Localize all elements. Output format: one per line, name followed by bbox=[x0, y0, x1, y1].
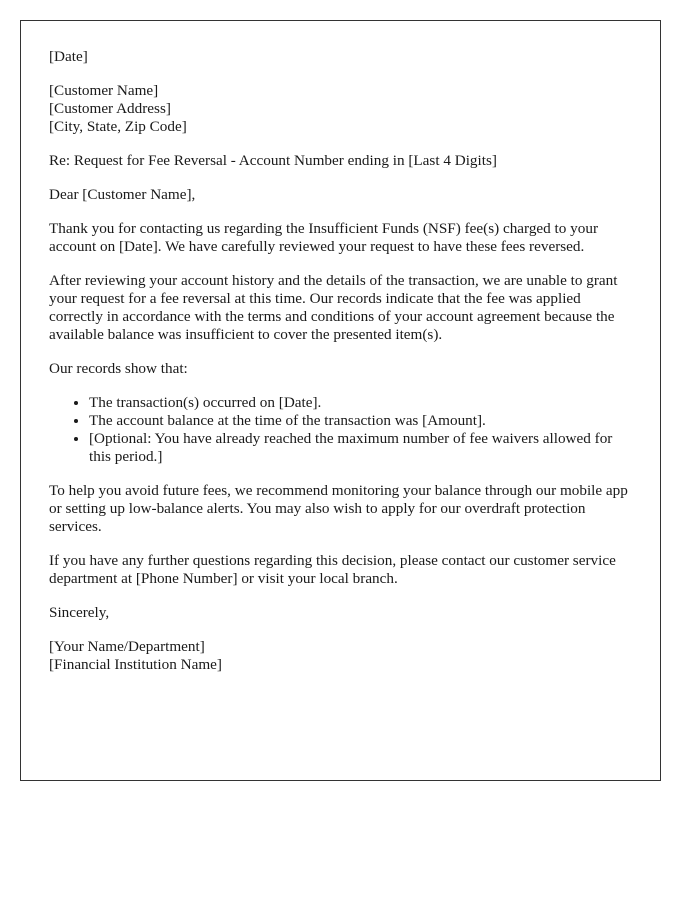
records-intro: Our records show that: bbox=[49, 360, 188, 377]
list-item: • The transaction(s) occurred on [Date]. bbox=[89, 394, 632, 412]
contact-paragraph: If you have any further questions regarding this decision, please contact our customer service department at [Phone Number] or visit your local branch. bbox=[49, 552, 616, 587]
signature-institution: [Financial Institution Name] bbox=[49, 656, 222, 673]
recipient-name: [Customer Name] bbox=[49, 82, 159, 99]
salutation: Dear [Customer Name], bbox=[49, 186, 196, 203]
list-item: • [Optional: You have already reached the maximum number of fee waivers allowed for this period.] bbox=[89, 430, 632, 466]
list-item: • The account balance at the time of the transaction was [Amount]. bbox=[89, 412, 632, 430]
recipient-address-block bbox=[49, 82, 632, 136]
decision-paragraph: After reviewing your account history and the details of the transaction, we are unable to grant your request for a fee reversal at this time. Our records indicate that the fee was applied correctly in accordance with the terms and conditions of your account agreement because the available balance was insufficient to cover the presented item(s). bbox=[49, 272, 618, 343]
recipient-address: [Customer Address] bbox=[49, 100, 171, 117]
recipient-city-state-zip: [City, State, Zip Code] bbox=[49, 118, 187, 135]
intro-paragraph: Thank you for contacting us regarding the Insufficient Funds (NSF) fee(s) charged to your account on [Date]. We have carefully reviewed your request to have these fees reversed. bbox=[49, 220, 599, 255]
signature-name-department: [Your Name/Department] bbox=[49, 638, 205, 655]
letter-date: [Date] bbox=[49, 48, 88, 65]
letter-document bbox=[20, 20, 661, 781]
closing: Sincerely, bbox=[49, 604, 110, 621]
recommendation-paragraph: To help you avoid future fees, we recommend monitoring your balance through our mobile app or setting up low-balance alerts. You may also wish to apply for our overdraft protection services. bbox=[49, 482, 628, 535]
subject-line: Re: Request for Fee Reversal - Account Number ending in [Last 4 Digits] bbox=[49, 152, 497, 169]
signature-block bbox=[49, 638, 632, 674]
records-list bbox=[49, 394, 632, 466]
